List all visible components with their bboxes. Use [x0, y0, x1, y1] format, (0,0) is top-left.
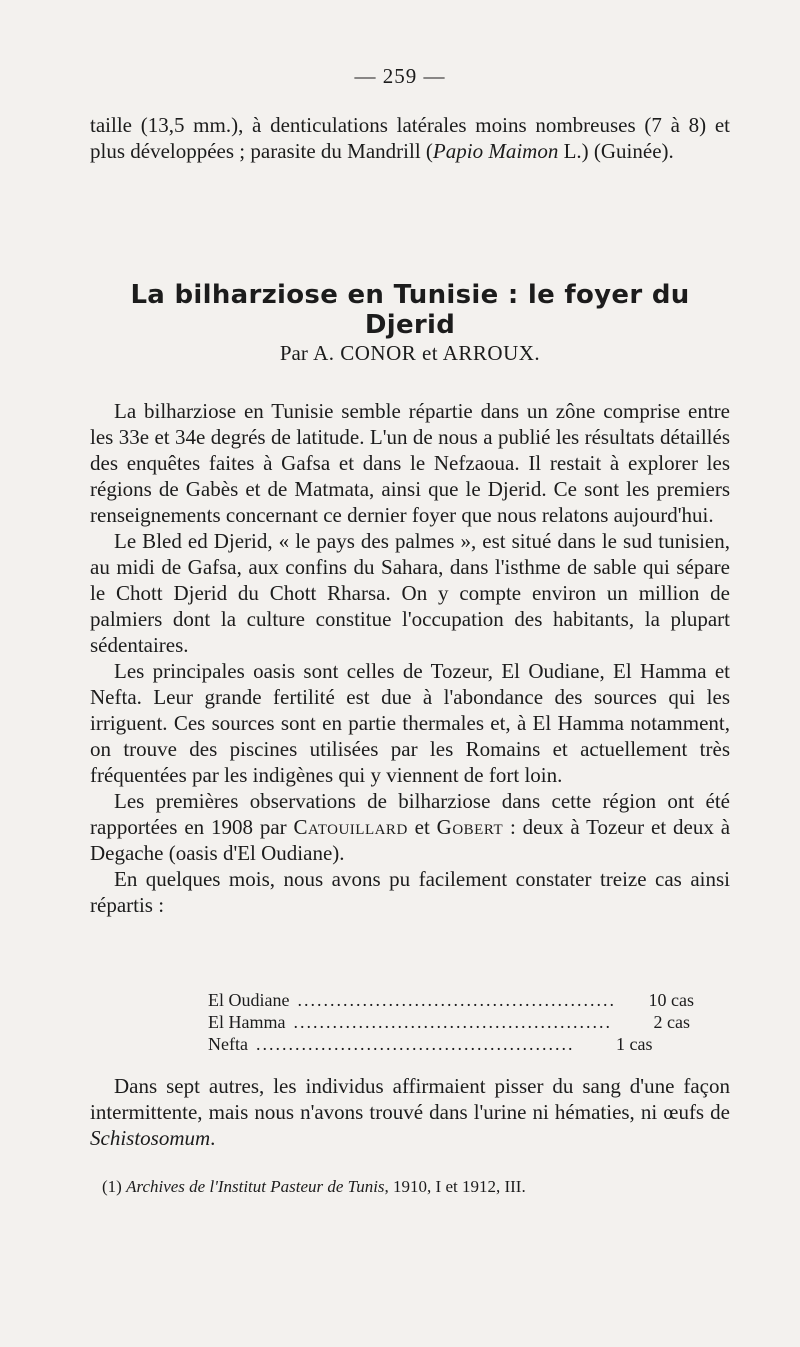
byline-authors: A. CONOR et ARROUX.	[313, 341, 541, 365]
paragraph: En quelques mois, nous avons pu facilement constater treize cas ainsi répartis :	[90, 867, 730, 917]
byline-par: Par	[279, 341, 308, 365]
leader-dots: .................................................	[293, 1012, 612, 1032]
leader-dots: .................................................	[255, 1034, 575, 1054]
text: taille (13,5 mm.), à denticulations latérales moins nombreuses (7 à 8) et plus développées ; parasite du Mandrill (	[90, 113, 730, 163]
footnote	[102, 1177, 742, 1197]
paragraph	[90, 788, 730, 866]
case-count: 1 cas	[616, 1034, 653, 1054]
scientific-name: Schistosomum	[90, 1126, 211, 1150]
paragraph: Le Bled ed Djerid, « le pays des palmes », est situé dans le sud tunisien, au midi de Gafsa, aux confins du Sahara, dans l'isthme de sable qui sépare le Chott Djerid du Chott Rharsa. On y compte environ un million de palmiers dont la culture constitue l'occupation des habitants, la plupart sédentaires.	[90, 529, 730, 657]
scientific-name: Papio Maimon	[432, 139, 559, 163]
closing-block	[90, 1073, 730, 1151]
previous-article-end	[90, 112, 730, 164]
previous-paragraph	[90, 112, 730, 164]
author-name: Gobert	[436, 815, 504, 839]
case-count: 2 cas	[653, 1012, 690, 1032]
paragraph	[90, 1073, 730, 1151]
leader-dots: .................................................	[297, 990, 616, 1010]
text: Dans sept autres, les individus affirmaient pisser du sang d'une façon intermittente, mais nous n'avons trouvé dans l'urine ni hématies, ni œufs de	[90, 1074, 730, 1124]
text: : deux à Tozeur et deux à Degache (oasis d'El Oudiane).	[90, 815, 731, 865]
case-count: 10 cas	[648, 990, 694, 1010]
text: et	[407, 815, 437, 839]
footnote-source: Archives de l'Institut Pasteur de Tunis	[126, 1177, 385, 1196]
case-row	[208, 1033, 653, 1055]
case-row	[208, 989, 694, 1011]
paragraph: La bilharziose en Tunisie semble répartie dans un zône comprise entre les 33e et 34e degrés de latitude. L'un de nous a publié les résultats détaillés des enquêtes faites à Gafsa et dans le Nefzaoua. Il restait à explorer les régions de Gabès et de Matmata, ainsi que le Djerid. Ce sont les premiers renseignements concernant ce dernier foyer que nous relatons aujourd'hui.	[90, 399, 730, 527]
byline	[90, 341, 730, 366]
paragraph: Les principales oasis sont celles de Tozeur, El Oudiane, El Hamma et Nefta. Leur grande fertilité est due à l'abondance des sources qui les irriguent. Ces sources sont en partie thermales et, à El Hamma notamment, on trouve des piscines utilisées par les Romains et actuellement très fréquentées par les indigènes qui y viennent de fort loin.	[90, 659, 730, 787]
text: L.) (Guinée).	[558, 139, 674, 163]
text: .	[210, 1126, 216, 1150]
case-list	[208, 989, 694, 1055]
text: Les premières observations de bilharziose dans cette région ont été rapportées en 1908 par	[90, 789, 730, 839]
footnote-marker: (1)	[102, 1177, 122, 1196]
page-number: — 259 —	[354, 64, 446, 88]
footnote-text: , 1910, I et 1912, III.	[384, 1177, 526, 1196]
case-row	[208, 1011, 690, 1033]
article-body	[90, 398, 730, 918]
case-place: Nefta	[208, 1034, 248, 1054]
article-title: La bilharziose en Tunisie : le foyer du Djerid	[130, 280, 690, 340]
author-name: Catouillard	[293, 815, 408, 839]
case-place: El Oudiane	[208, 990, 290, 1010]
case-place: El Hamma	[208, 1012, 286, 1032]
